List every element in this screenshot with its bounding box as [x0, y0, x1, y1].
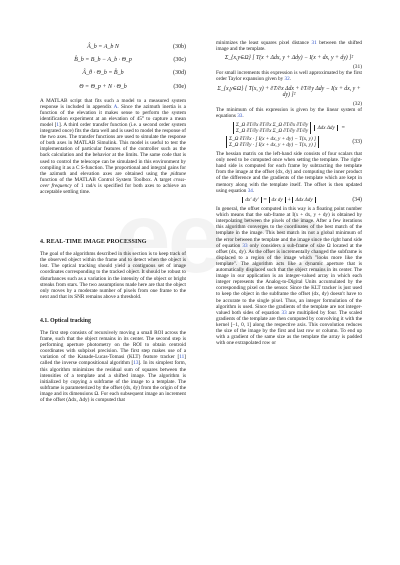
citation-link[interactable]: 13: [133, 360, 139, 367]
citation-link[interactable]: 11: [179, 354, 185, 361]
hessian-matrix: Σ_Ω ∂T/∂x ∂T/∂x Σ_Ω ∂T/∂x ∂T/∂y Σ_Ω ∂T/∂y ∂T/∂x Σ_Ω ∂T/∂y ∂T/∂y: [233, 122, 311, 134]
increment-vector: Δdx Δdy: [314, 125, 338, 131]
equation-number: (32): [353, 100, 362, 107]
equation-30b: [40, 40, 186, 53]
section-title: 4. REAL-TIME IMAGE PROCESSING: [40, 239, 147, 246]
equation-expression: B̂_b = B_b − A_b · Θ_p: [74, 57, 132, 64]
increment-vector: Δdx Δdy: [292, 197, 315, 203]
equation-34: dx′ dy′ = dx dy + Δdx Δdy (34): [216, 197, 362, 203]
updated-offset-vector: dx′ dy′: [242, 197, 261, 203]
equation-30d: [40, 67, 186, 80]
equation-30e: [40, 80, 186, 93]
equation-ref-link[interactable]: 31: [311, 40, 317, 46]
equation-expression: Â_θ · Θ_b = B̂_b: [82, 70, 124, 77]
rhs-vector: Σ_Ω ∂T/∂x · [ I(x + dx, y + dy) − T(x, y) ] Σ_Ω ∂T/∂y · [ I(x + dx, y + dy) − T(x, y) ]: [226, 136, 319, 148]
paragraph-intro: minimizes the least squares pixel distance 31 between the shifted image and the template.: [216, 40, 362, 53]
equation-number: (30d): [173, 70, 186, 77]
paragraph-hessian: The hessian matrix on the left-hand side consists of four scalars that only need to be computed once when setting the template. The right-hand side is computed for each frame by subtracting the template from the image at the offset (dx, dy) and computing the inner product of the difference and the gradients of the template which are kept in memory along with the template itself. The offset is then updated using equation 34.: [216, 151, 362, 194]
equation-number: (33): [352, 138, 362, 145]
equation-expression: Θ = Θ_p + N · Θ_b: [79, 83, 127, 90]
left-column: [40, 40, 186, 403]
equation-ref-link[interactable]: 34: [247, 187, 253, 194]
citation-link[interactable]: 1: [56, 121, 59, 128]
equation-number: (34): [352, 196, 362, 203]
paragraph-linear-system: The minimum of this expression is given by the linear system of equations 33.: [216, 106, 362, 119]
paragraph-system-model: A MATLAB script that fits such a model to a measured system response is included in appendix A. Since the azimuth inertia is a function of the elevation it makes sense to perform the system identification experiment at an elevation of 45° to capture a mean model [1]. A third order transfer function (i.e. a second order system integrated once) fits the data well and is used to model the response of the two axes. The transfer functions are used to simulate the response of both axes in MATLAB Simulink. This model is useful to test the implementation of particular features of the controller such as the back calculation and the behavior at the limits. The same code that is used to control the telescope can be simulated in this environment by compiling it as a C S-function. The proportional and integral gains for the azimuth and elevation axes are obtained using the pidtune function of the MATLAB Control System Toolbox. A target cross-over frequency of 1 rad/s is specified for both axes to achieve an acceptable settling time.: [40, 97, 186, 195]
equation-expression: Σ_{x,y∈Ω} [ T(x + Δdx, y + Δdy) − I(x + dx, y + dy) ]²: [224, 55, 354, 62]
paragraph-convergence: In general, the offset computed in this way is a floating point number which means that the sub-frame at I(x + dx, y + dy) is obtained by interpolating between the pixels of the image. After a few iterations this algorithm converges to the coordinates of the best match of the template in the image. This best match its not a global minimum of the error between the template and the image since the right hand side of equation 33 only considers a sub-frame of size Ω located at the offset (dx, dy). As the offset is incrementally changed the subframe is displaced to a region of the image which "looks more like the template". The algorithm acts like a dynamic aperture that is automatically displaced such that the object remains in its center. The image in our application is an integer-valued array in which each integer represents the Analog-to-Digital Units accumulated by the corresponding pixel on the sensor. Since the KLT tracker is just used to keep the object in the subframe the offset (dx, dy) doesn't have to be accurate to the single pixel. Thus, an integer formulation of the algorithm is used. Since the gradients of the template are not integer-valued both sides of equation 33 are multiplied by four. The scaled gradients of the template are then computed by convolving it with the kernel [−1, 0, 1] along the respective axis. This convolution reduces the size of the image by the first and last row or column. To end up with a gradient of the same size as the template the array is padded with one extrapolated row or: [216, 206, 363, 347]
equation-33: Σ_Ω ∂T/∂x ∂T/∂x Σ_Ω ∂T/∂x ∂T/∂y Σ_Ω ∂T/∂y ∂T/∂x Σ_Ω ∂T/∂y ∂T/∂y Δdx Δdy = Σ_Ω ∂T/∂x · [ I(x + dx, y + dy) − T(x, y) ] Σ_Ω ∂T/∂y · [ I(x + dx, y + dy) − T(x, y) ] (33): [216, 122, 362, 148]
right-column: [216, 40, 362, 346]
equation-31: [216, 55, 362, 61]
equation-ref-link[interactable]: 33: [237, 112, 243, 119]
ref-appendix-link[interactable]: A: [113, 103, 118, 110]
equation-ref-link[interactable]: 32: [284, 76, 290, 83]
paragraph-taylor: For small increments this expression is well approximated by the first order Taylor expansion given by 32.: [216, 70, 362, 83]
equation-expression: Â_b = A_b N: [87, 43, 119, 50]
equation-expression: Σ_{x,y∈Ω} [ T(x, y) + ∂T/∂x Δdx + ∂T/∂y Δdy − I(x + dx, y + dy) ]²: [217, 85, 361, 98]
equation-number: (30c): [173, 57, 186, 64]
equation-ref-link[interactable]: 33: [281, 309, 287, 316]
equation-ref-link[interactable]: 33: [242, 242, 248, 249]
subsection-title: 4.1. Optical tracking: [40, 317, 91, 324]
equation-number: (30b): [173, 43, 186, 50]
equation-30c: [40, 53, 186, 66]
offset-vector: dx dy: [269, 197, 286, 203]
equation-number: (30e): [173, 83, 186, 90]
paragraph-optical-tracking: The first step consists of recursively moving a small ROI across the frame, such that the object remains in its center. The second step is performing aperture photometry on the ROI to obtain centroid coordinates with subpixel precision. The first step makes use of a variation of the Kanade-Lucas-Tomasi (KLT) feature tracker [11] called the inverse compositional algorithm [13]. In its simplest form, this algorithm minimizes the residual sum of squares between the intensities of a template and a shifted image. The algorithm is initialized by copying a subframe of the image to a template. The subframe is parameterized by the offset (dx, dy) from the origin of the image and its dimensions Ω. For each subsequent image an increment of the offset (Δdx, Δdy) is computed that: [40, 330, 186, 404]
equation-number: (31): [353, 64, 362, 71]
paragraph-section-intro: The goal of the algorithms described in this section is to keep track of the observed object within the frame and to detect when the object is lost. The optical tracking should yield a contiguous set of image coordinates corresponding to the tracked object. It should be robust to disturbances such as a variation in the intensity of the object or bright streaks from stars. The two assumptions made here are that the object only moves by a moderate number of pixels from one frame to the next and that its SNR remains above a threshold.: [40, 251, 186, 300]
equation-32: [216, 86, 362, 98]
